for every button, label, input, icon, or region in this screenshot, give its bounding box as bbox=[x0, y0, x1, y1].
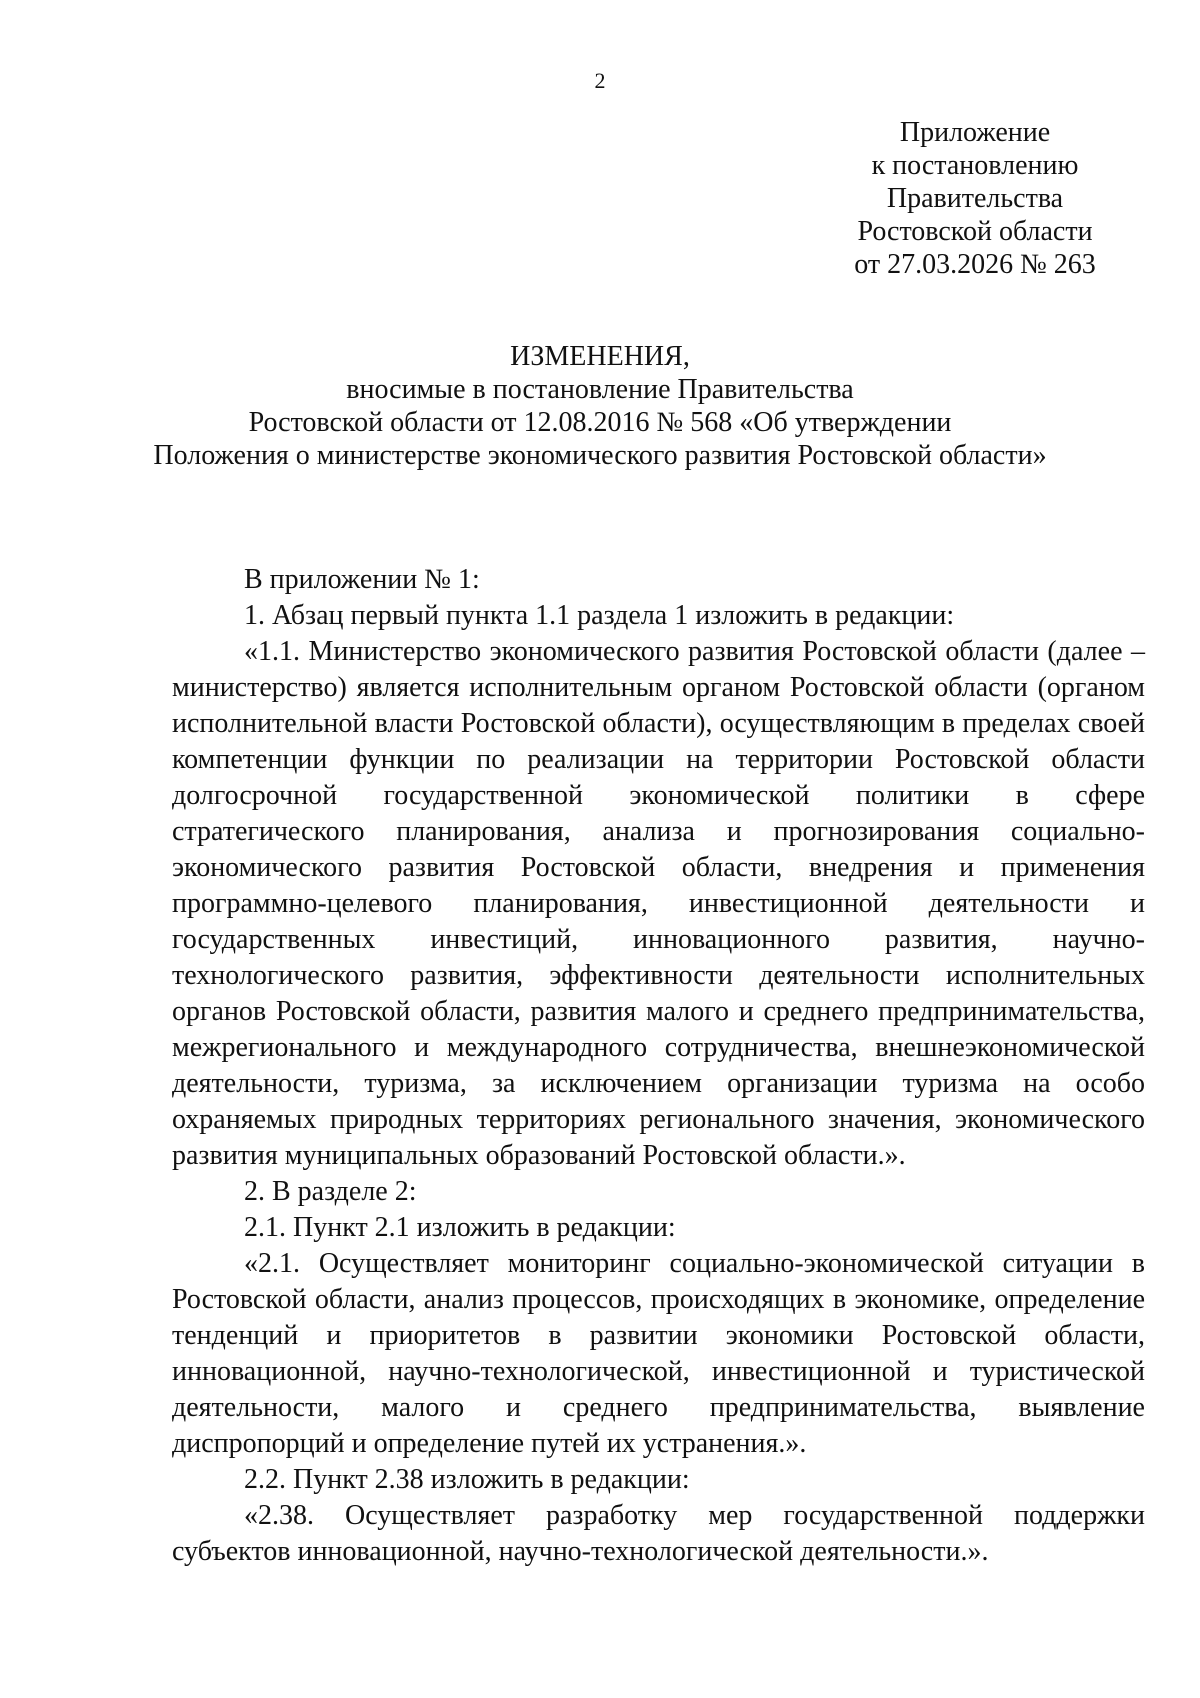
body-paragraph-quote: «2.38. Осуществляет разработку мер государственной поддержки субъектов инновационной, научно-технологической деятельности.». bbox=[172, 1500, 1145, 1567]
body-paragraph: 2.1. Пункт 2.1 изложить в редакции: bbox=[244, 1212, 676, 1243]
document-subtitle-line: вносимые в постановление Правительства bbox=[346, 374, 854, 405]
page-number: 2 bbox=[594, 68, 606, 93]
approval-line: Приложение bbox=[899, 117, 1051, 148]
approval-line: к постановлению bbox=[871, 150, 1079, 181]
document-heading bbox=[100, 340, 1100, 472]
approval-line: Правительства bbox=[886, 183, 1064, 214]
document-subtitle-line: Положения о министерстве экономического развития Ростовской области» bbox=[153, 440, 1047, 471]
body-paragraph-quote: «2.1. Осуществляет мониторинг социально-экономической ситуации в Ростовской области, анализ процессов, происходящих в экономике, определение тенденций и приоритетов в развитии экономики Ростовской области, инновационной, научно-технологической, инвестиционной и туристической деятельности, малого и среднего предпринимательства, выявление диспропорций и определение путей их устранения.». bbox=[172, 1248, 1145, 1459]
body-paragraph: 2.2. Пункт 2.38 изложить в редакции: bbox=[244, 1464, 690, 1495]
body-paragraph: 1. Абзац первый пункта 1.1 раздела 1 изложить в редакции: bbox=[244, 600, 955, 631]
document-subtitle-line: Ростовской области от 12.08.2016 № 568 «Об утверждении bbox=[248, 407, 952, 438]
approval-line: Ростовской области bbox=[857, 216, 1093, 247]
body-paragraph: 2. В разделе 2: bbox=[244, 1176, 417, 1207]
body-paragraph-quote: «1.1. Министерство экономического развития Ростовской области (далее – министерство) является исполнительным органом Ростовской области (органом исполнительной власти Ростовской области), осуществляющим в пределах своей компетенции функции по реализации на территории Ростовской области долгосрочной государственной экономической политики в сфере стратегического планирования, анализа и прогнозирования социально-экономического развития Ростовской области, внедрения и применения программно-целевого планирования, инвестиционной деятельности и государственных инвестиций, инновационного развития, научно-технологического развития, эффективности деятельности исполнительных органов Ростовской области, развития малого и среднего предпринимательства, межрегионального и международного сотрудничества, внешнеэкономической деятельности, туризма, за исключением организации туризма на особо охраняемых природных территориях регионального значения, экономического развития муниципальных образований Ростовской области.». bbox=[172, 636, 1145, 1171]
approval-line: от 27.03.2026 № 263 bbox=[854, 249, 1096, 280]
document-title: ИЗМЕНЕНИЯ, bbox=[510, 341, 690, 372]
document-body bbox=[172, 562, 1145, 1570]
approval-stamp bbox=[800, 116, 1150, 281]
body-paragraph: В приложении № 1: bbox=[244, 564, 480, 595]
